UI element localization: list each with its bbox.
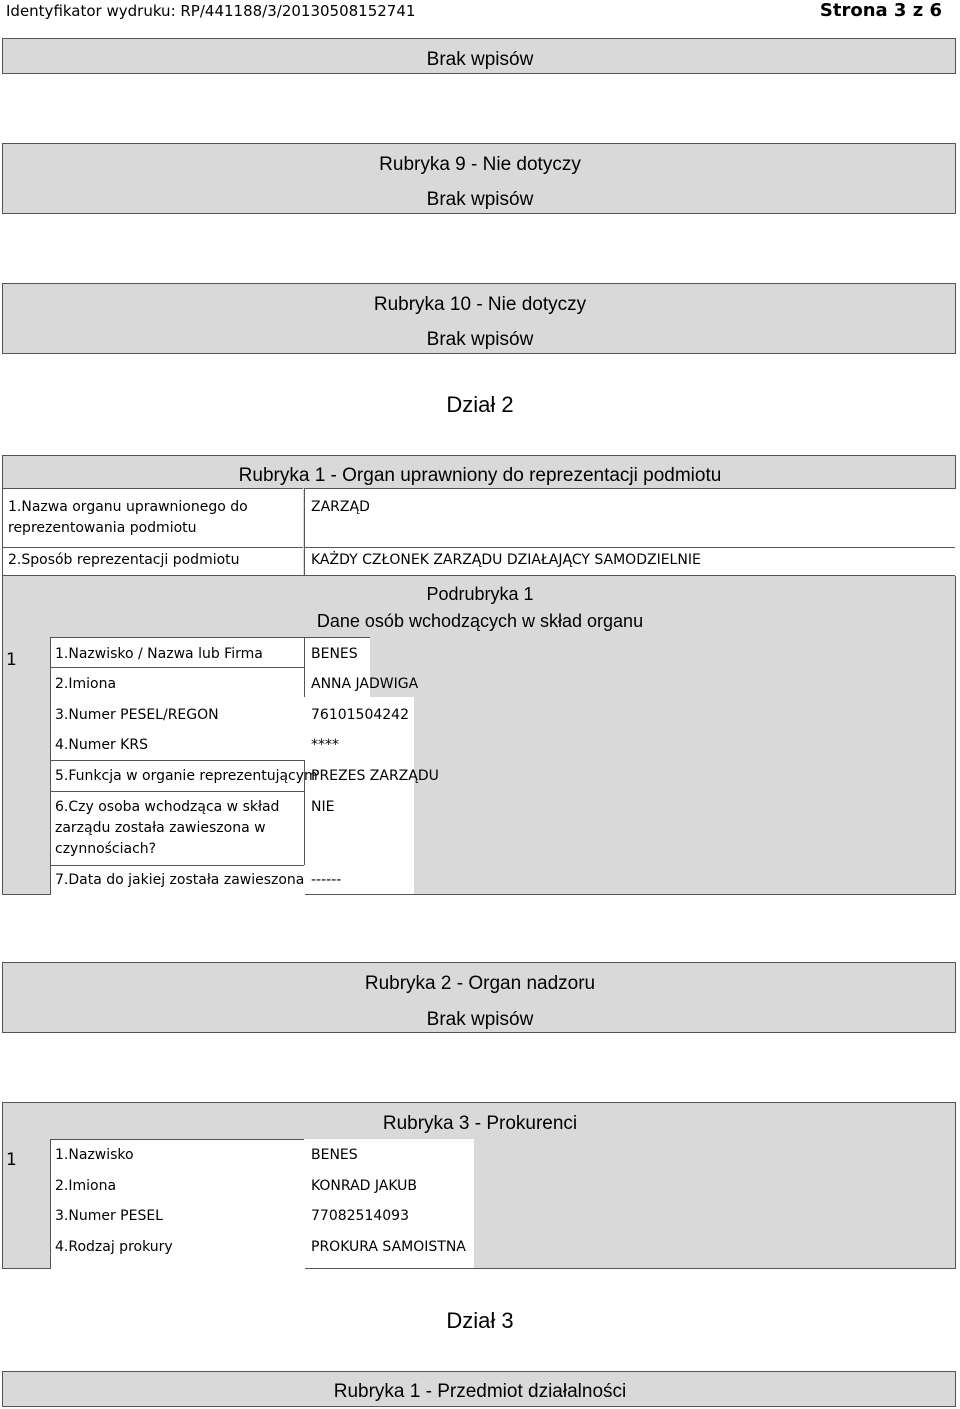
rubryka1-title: Rubryka 1 - Organ uprawniony do reprezentacji podmiotu [238,465,722,486]
top-entries-text: Brak wpisów [426,49,534,70]
person-row-value: BENES [311,646,358,662]
person-row-value: PREZES ZARZĄDU [311,768,439,784]
prokurent-row-value: 77082514093 [311,1208,409,1224]
person-row-label: 2.Imiona [55,676,117,692]
prokurent-row-value: PROKURA SAMOISTNA [311,1239,466,1255]
prokurent-row-value: KONRAD JAKUB [311,1178,417,1194]
rubryka10-title: Rubryka 10 - Nie dotyczy [373,294,587,315]
prokurent-row-label: 3.Numer PESEL [55,1208,163,1224]
prokurent-row-value: BENES [311,1147,358,1163]
person-row-label: 1.Nazwisko / Nazwa lub Firma [55,646,263,662]
person-row-label: 7.Data do jakiej została zawieszona [55,872,305,888]
field1-value: ZARZĄD [311,499,370,515]
rubryka3-title: Rubryka 3 - Prokurenci [382,1113,578,1134]
field2-label: 2.Sposób reprezentacji podmiotu [8,552,240,568]
prokurent-index: 1 [6,1150,17,1170]
prokurent-row-label: 2.Imiona [55,1178,117,1194]
prokurent-row-label: 4.Rodzaj prokury [55,1239,173,1255]
page-number: Strona 3 z 6 [819,0,942,21]
person-row-value: ------ [311,872,342,888]
prokurent-row-label: 1.Nazwisko [55,1147,134,1163]
podrubryka-title: Podrubryka 1 [426,584,534,604]
rubryka9-entries: Brak wpisów [426,189,534,210]
person-row-value: NIE [311,799,335,815]
person-row-value: 76101504242 [311,707,409,723]
rubryka2-entries: Brak wpisów [426,1009,534,1030]
person-row-value: ANNA JADWIGA [311,676,419,692]
person-row-label: 5.Funkcja w organie reprezentującym [55,768,318,784]
print-identifier: Identyfikator wydruku: RP/441188/3/20130508152741 [6,2,416,20]
rubryka10-entries: Brak wpisów [426,329,534,350]
person-index: 1 [6,650,17,670]
field2-value: KAŻDY CZŁONEK ZARZĄDU DZIAŁAJĄCY SAMODZIELNIE [311,552,701,568]
dzial3-rubryka1-title: Rubryka 1 - Przedmiot działalności [333,1381,627,1402]
person-row-label: 3.Numer PESEL/REGON [55,707,219,723]
dzial2-title: Dział 2 [446,392,514,417]
podrubryka-subtitle: Dane osób wchodzących w skład organu [316,611,644,631]
dzial3-title: Dział 3 [446,1308,514,1333]
person-row-value: **** [311,737,339,753]
rubryka2-title: Rubryka 2 - Organ nadzoru [364,973,596,994]
rubryka9-title: Rubryka 9 - Nie dotyczy [379,154,581,175]
person-row-label: 4.Numer KRS [55,737,148,753]
field1-label: 1.Nazwa organu uprawnionego do reprezentowania podmiotu [8,499,248,536]
person-row-label: 6.Czy osoba wchodząca w skład zarządu została zawieszona w czynnościach? [55,799,280,857]
